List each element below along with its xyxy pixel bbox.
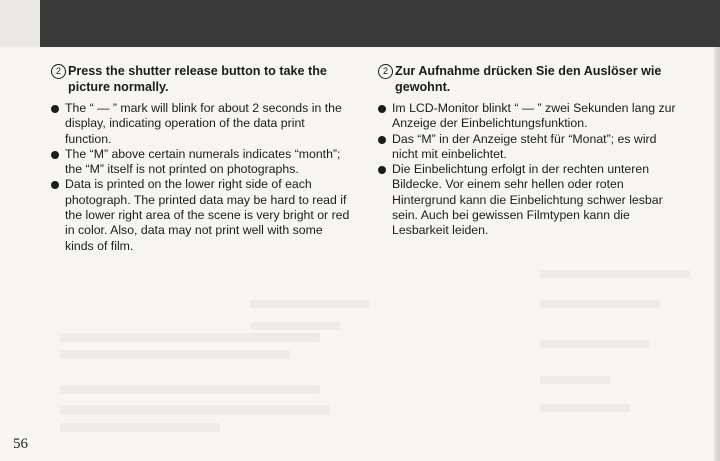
list-item [51,101,351,147]
bullet-text: Das “M” in der Anzeige steht für “Monat”; es wird nicht mit einbelichtet. [392,131,657,161]
german-heading-text: Zur Aufnahme drücken Sie den Auslöser wie gewohnt. [395,64,662,94]
page-number: 56 [13,436,28,452]
english-column [51,63,351,254]
show-through-mark [540,404,630,412]
show-through-mark [250,300,370,308]
german-bullet-list [378,101,678,239]
german-step-heading [378,63,678,95]
bullet-dot-icon [51,151,59,159]
step-number-circle: 2 [51,64,66,79]
show-through-mark [540,376,610,384]
show-through-mark [60,385,320,394]
show-through-mark [60,350,290,359]
bullet-text: The “ — ” mark will blink for about 2 seconds in the display, indicating operation of the data print function. [65,101,342,146]
page-top-margin [0,0,40,47]
list-item [378,162,678,238]
bullet-text: The “M” above certain numerals indicates “month”; the “M” itself is not printed on photographs. [65,146,341,177]
list-item [378,132,678,163]
list-item [378,101,678,132]
bullet-text: Die Einbelichtung erfolgt in der rechten unteren Bildecke. Vor einem sehr hellen oder roten Hintergrund kann die Einbelichtung schwer lesbar sein. Auch bei gewissen Filmtypen kann die Lesbarkeit leiden. [392,162,663,238]
bullet-dot-icon [378,166,386,174]
show-through-mark [60,333,320,342]
show-through-mark [250,322,340,330]
bullet-text: Data is printed on the lower right side of each photograph. The printed data may be hard to read if the lower right area of the scene is very bright or red in color. Also, data may not print well with some kinds of film. [65,177,350,253]
bullet-dot-icon [51,105,59,113]
show-through-mark [540,340,650,348]
english-step-heading [51,63,351,95]
bullet-dot-icon [378,105,386,113]
show-through-mark [60,423,220,432]
step-number-circle: 2 [378,64,393,79]
bullet-dot-icon [378,136,386,144]
page-right-edge [714,47,720,461]
bullet-dot-icon [51,181,59,189]
english-bullet-list [51,101,351,254]
show-through-mark [540,270,690,278]
list-item [51,147,351,178]
top-dark-band [40,0,720,47]
show-through-mark [60,405,330,415]
bullet-text: Im LCD-Monitor blinkt “ — ” zwei Sekunden lang zur Anzeige der Einbelichtungsfunktion. [392,101,676,131]
english-heading-text: Press the shutter release button to take the picture normally. [68,64,327,94]
list-item [51,177,351,253]
show-through-mark [540,300,660,308]
german-column [378,63,678,239]
